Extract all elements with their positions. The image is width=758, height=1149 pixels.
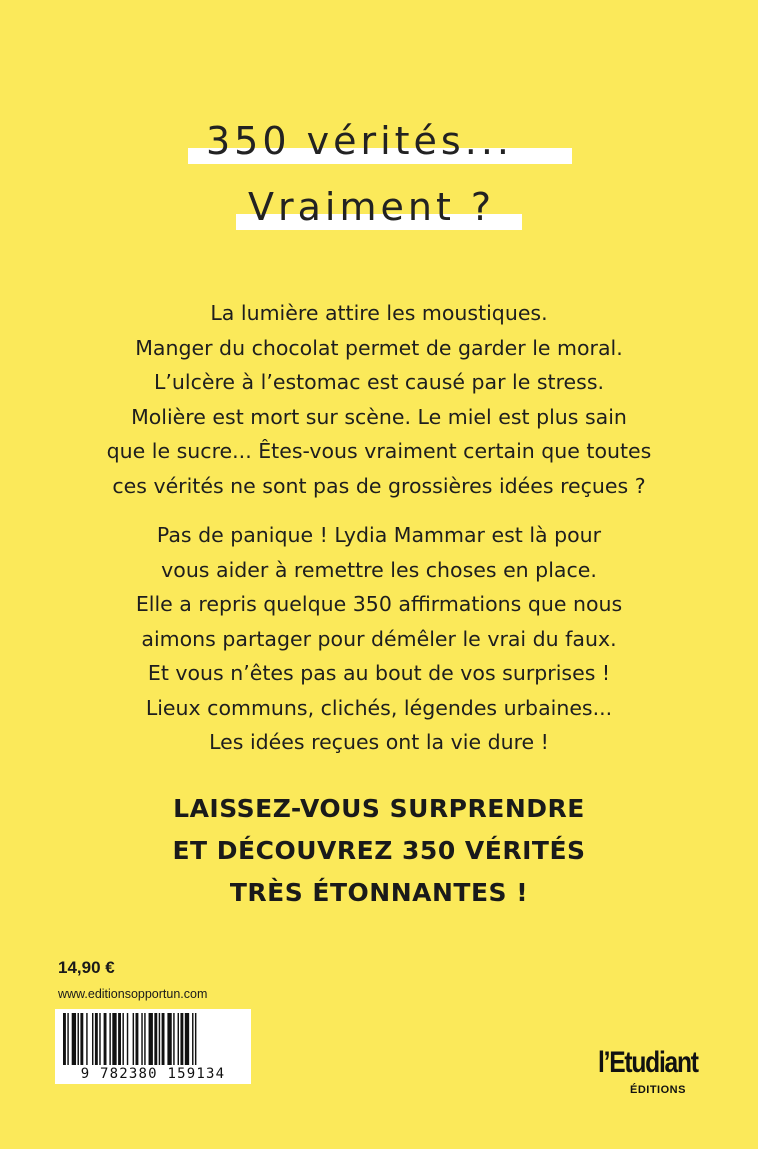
barcode [55, 1009, 251, 1084]
barcode-bar [86, 1013, 87, 1065]
barcode-bar [63, 1013, 66, 1065]
barcode-bar [180, 1013, 183, 1065]
barcode-bar [118, 1013, 121, 1065]
barcode-bar [92, 1013, 93, 1065]
barcode-bar [104, 1013, 107, 1065]
paragraph-line: aimons partager pour démêler le vrai du faux. [141, 626, 617, 651]
publisher-logo [598, 1046, 710, 1106]
paragraph-line: que le sucre... Êtes-vous vraiment certain que toutes [106, 439, 652, 463]
barcode-bar [95, 1013, 98, 1065]
barcode-bar [78, 1013, 79, 1065]
body-paragraph [40, 518, 718, 760]
barcode-bar [149, 1013, 153, 1065]
barcode-bar [67, 1013, 68, 1065]
barcode-bar [195, 1013, 196, 1065]
publisher-name: l’Etudiant [598, 1046, 698, 1079]
barcode-bar [178, 1013, 179, 1065]
paragraph-line: Pas de panique ! Lydia Mammar est là pour [156, 523, 602, 547]
title-text-1: 350 vérités... [206, 119, 513, 163]
callout-line: ET DÉCOUVREZ 350 VÉRITÉS [172, 836, 586, 865]
barcode-bar [159, 1013, 160, 1065]
barcode-bar [192, 1013, 193, 1065]
paragraph-line: ces vérités ne sont pas de grossières idées reçues ? [112, 473, 646, 498]
barcode-bar [173, 1013, 174, 1065]
paragraph-line: L’ulcère à l’estomac est causé par le stress. [153, 370, 605, 394]
barcode-bar [109, 1013, 110, 1065]
paragraph-line: Et vous n’êtes pas au bout de vos surprises ! [147, 661, 611, 685]
intro-paragraph [40, 296, 718, 503]
callout-line: LAISSEZ-VOUS SURPRENDRE [173, 794, 585, 823]
barcode-bar [162, 1013, 165, 1065]
callout-heading [40, 788, 718, 914]
title-line-1 [188, 119, 572, 163]
publisher-sub: ÉDITIONS [630, 1084, 686, 1096]
paragraph-line: Les idées reçues ont la vie dure ! [209, 730, 549, 754]
barcode-bar [141, 1013, 142, 1065]
barcode-bar [127, 1013, 128, 1065]
paragraph-line: Manger du chocolat permet de garder le moral. [135, 335, 623, 360]
barcode-bar [133, 1013, 134, 1065]
barcode-bar [112, 1013, 116, 1065]
barcode-bar [72, 1013, 76, 1065]
barcode-bar [99, 1013, 100, 1065]
barcode-bar [136, 1013, 139, 1065]
callout-line: TRÈS ÉTONNANTES ! [229, 878, 529, 907]
barcode-bar [144, 1013, 145, 1065]
title-text-2: Vraiment ? [248, 185, 496, 229]
barcode-bar [167, 1013, 171, 1065]
barcode-bars [63, 1013, 243, 1065]
paragraph-line: Molière est mort sur scène. Le miel est plus sain [131, 404, 627, 429]
website-url: www.editionsopportun.com [58, 987, 208, 1001]
barcode-bar [80, 1013, 83, 1065]
barcode-bar [185, 1013, 189, 1065]
paragraph-line: Lieux communs, clichés, légendes urbaines... [145, 695, 613, 720]
title-line-2 [236, 185, 522, 229]
price: 14,90 € [58, 958, 115, 977]
barcode-bar [154, 1013, 157, 1065]
paragraph-line: vous aider à remettre les choses en place. [161, 557, 597, 582]
barcode-bar [122, 1013, 123, 1065]
paragraph-line: La lumière attire les moustiques. [210, 301, 548, 325]
paragraph-line: Elle a repris quelque 350 affirmations que nous [135, 592, 623, 616]
isbn-number: 9 782380 159134 [80, 1066, 226, 1082]
